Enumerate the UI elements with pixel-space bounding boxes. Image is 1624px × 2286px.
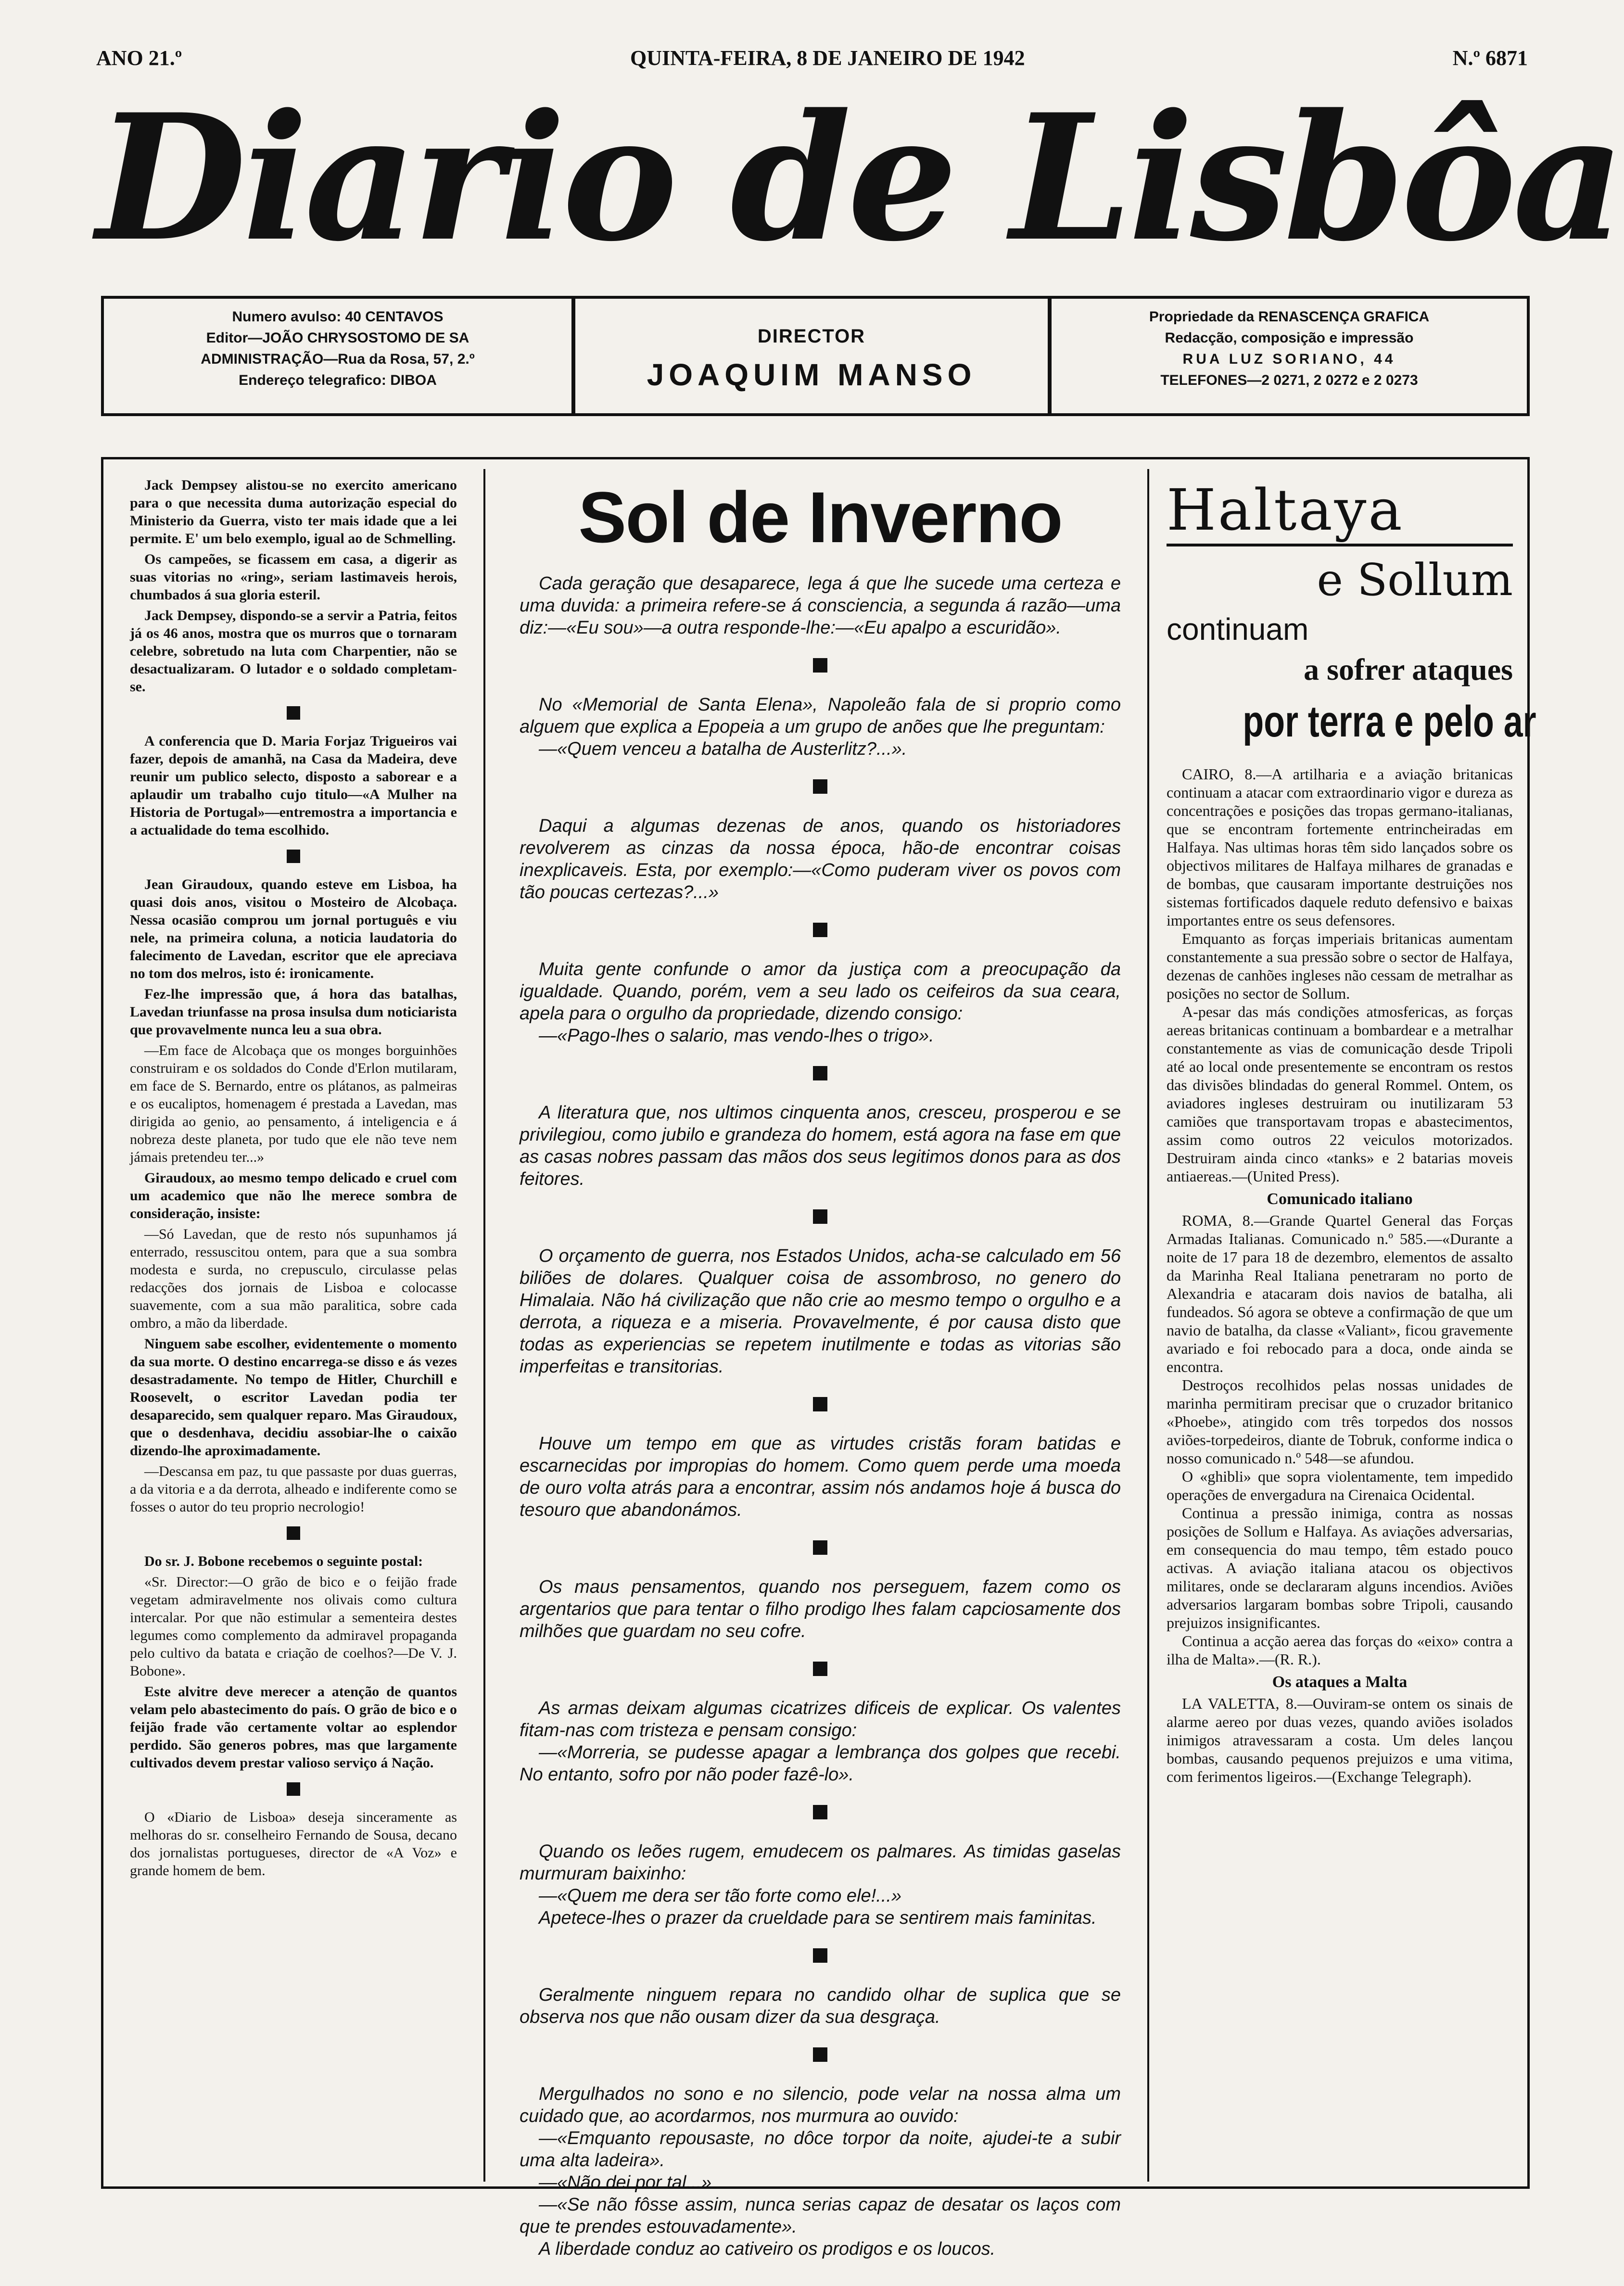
- info-director: [575, 299, 1052, 413]
- column-rule-right: [1147, 469, 1149, 2182]
- info-administration: ADMINISTRAÇÃO—Rua da Rosa, 57, 2.º: [201, 351, 475, 367]
- left-paragraph: «Sr. Director:—O grão de bico e o feijão frade vegetam admiravelmente nos olivais como cultura intercalar. Por que não estimular a sementeira destes legumes como complemento da admiravel propaganda pelo cultivo da batata e criação de coelhos?—De V. J. Bobone».: [130, 1574, 457, 1679]
- section-divider: [813, 658, 827, 673]
- column-rule-left: [483, 469, 485, 2182]
- article-paragraph: A literatura que, nos ultimos cinquenta anos, cresceu, prosperou e se privilegiou, como jubilo e grandeza do homem, está agora na fase em que as casas nobres passam das mãos dos seus legitimos donos para as dos feitores.: [520, 1103, 1121, 1189]
- article-paragraph: As armas deixam algumas cicatrizes dificeis de explicar. Os valentes fitam-nas com tristeza e pensam consigo:: [520, 1698, 1121, 1740]
- left-paragraph: Jack Dempsey, dispondo-se a servir a Patria, feitos já os 46 anos, mostra que os murros que o tornaram celebre, sobretudo na luta com Charpentier, não se desactualizaram. O lutador e o soldado completam-se.: [130, 608, 457, 695]
- section-divider: [813, 1209, 827, 1224]
- news-cairo: [1167, 765, 1513, 1185]
- middle-column: [520, 476, 1121, 2259]
- section-divider: [287, 850, 300, 863]
- article-paragraph: —«Se não fôsse assim, nunca serias capaz de desatar os laços com que te prendes estouvadamente».: [520, 2195, 1121, 2237]
- article-paragraph: Quando os leões rugem, emudecem os palmares. As timidas gaselas murmuram baixinho:: [520, 1842, 1121, 1884]
- article-paragraph: —«Emquanto repousaste, no dôce torpor da noite, ajudei-te a subir uma alta ladeira».: [520, 2128, 1121, 2171]
- article-paragraph: O orçamento de guerra, nos Estados Unidos, acha-se calculado em 56 biliões de dolares. Qualquer coisa de assombroso, no genero do Himalaia. Não há civilização que não crie ao mesmo tempo o orgulho e a derrota, a riqueza e a miseria. Provavelmente, é por causa disto que todas as experiencias se repetem inutilmente e todas as vitorias são imperfeitas e transitorias.: [520, 1246, 1121, 1377]
- year-label: ANO 21.º: [96, 46, 182, 70]
- article-paragraph: —«Quem venceu a batalha de Austerlitz?...».: [539, 739, 907, 759]
- section-divider: [813, 1662, 827, 1676]
- subhead-malta: Os ataques a Malta: [1272, 1673, 1408, 1691]
- news-paragraph: Emquanto as forças imperiais britanicas aumentam constantemente a sua pressão sobre o sector de Halfaya, dezenas de canhões ingleses não cessam de metralhar as posições no sector de Sollum.: [1167, 930, 1513, 1002]
- section-divider: [287, 706, 300, 720]
- article-paragraph: Os maus pensamentos, quando nos perseguem, fazem como os argentarios que para tentar o filho prodigo lhes falam capciosamente dos milhões que guardam no seu cofre.: [520, 1577, 1121, 1641]
- section-divider: [813, 2047, 827, 2062]
- info-price: Numero avulso: 40 CENTAVOS: [232, 309, 444, 325]
- info-editor: Editor—JOÃO CHRYSOSTOMO DE SA: [206, 330, 469, 346]
- section-divider: [813, 1066, 827, 1080]
- article-paragraph: —«Não dei por tal...»: [539, 2172, 712, 2193]
- left-paragraph: Do sr. J. Bobone recebemos o seguinte postal:: [144, 1553, 423, 1569]
- section-divider: [287, 1782, 300, 1796]
- article-title: Sol de Inverno: [578, 477, 1062, 558]
- info-bar: [101, 296, 1530, 416]
- left-paragraph: —Descansa em paz, tu que passaste por duas guerras, a da vitoria e a da derrota, alheado e indiferente como se fosses o autor do teu proprio necrologio!: [130, 1463, 457, 1515]
- info-right: [1052, 299, 1527, 413]
- article-paragraph: A liberdade conduz ao cativeiro os prodigos e os loucos.: [539, 2239, 996, 2259]
- headline-continuam: continuam: [1167, 612, 1309, 647]
- headline-sollum: e Sollum: [1317, 554, 1513, 606]
- issue-number: N.º 6871: [1452, 46, 1528, 70]
- news-paragraph: A-pesar das más condições atmosfericas, as forças aereas britanicas continuam a bombardear e a metralhar constantemente as vias de comunicação desde Tripoli até ao local onde presentemente se encontram os restos das divisões blindadas do general Rommel. Ontem, os aviadores ingleses destruiram ou inutilizaram 53 camiões que transportavam tropas e abastecimentos, assim como outros 22 veiculos motorizados. Destruiram ainda cinco «tanks» e 2 batarias moveis antiaereas.—(United Press).: [1167, 1003, 1513, 1185]
- news-malta: [1167, 1694, 1513, 1786]
- news-paragraph: Continua a pressão inimiga, contra as nossas posições de Sollum e Halfaya. As aviações adversarias, em consequencia do mau tempo, têm estado pouco activas. A aviação italiana atacou os objectivos militares, onde se declararam alguns incendios. Aviões adversarios largaram bombas sobre Tripoli, causando prejuizos insignificantes.: [1167, 1504, 1513, 1631]
- left-paragraph: Este alvitre deve merecer a atenção de quantos velam pelo abastecimento do país. O grão de bico e o feijão frade vão certamente voltar ao esplendor perdido. São generos pobres, mas que largamente cultivados devem prestar valioso serviço á Nação.: [130, 1684, 457, 1771]
- left-paragraph: O «Diario de Lisboa» deseja sinceramente as melhoras do sr. conselheiro Fernando de Sousa, decano dos jornalistas portugueses, director de «A Voz» e grande homem de bem.: [130, 1809, 457, 1879]
- article-paragraph: Muita gente confunde o amor da justiça com a preocupação da igualdade. Quando, porém, vem a seu lado os ceifeiros da sua ceara, apela para o orgulho da propriedade, dizendo consigo:: [520, 959, 1121, 1024]
- article-body: [520, 572, 1121, 2260]
- section-divider: [813, 1805, 827, 1819]
- article-paragraph: —«Quem me dera ser tão forte como ele!...»: [539, 1886, 902, 1906]
- director-label: DIRECTOR: [757, 326, 866, 347]
- news-paragraph: CAIRO, 8.—A artilharia e a aviação britanicas continuam a atacar com extraordinario vigor e dureza as concentrações e posições das tropas germano-italianas, que se encontram fortemente entrincheiradas em Halfaya. Nas ultimas horas têm sido lançados sobre os objectivos militares de Halfaya milhares de granadas e de bombas, que causaram importante destruições nos sistemas fortificados daquele reduto defensivo e baixas importantes entre os seus defensores.: [1167, 765, 1513, 929]
- article-paragraph: Daqui a algumas dezenas de anos, quando os historiadores revolverem as cinzas da nossa época, hão-de encontrar coisas inexplicaveis. Esta, por exemplo:—«Como puderam viver os povos com tão poucas certezas?...»: [520, 816, 1121, 902]
- section-divider: [813, 1397, 827, 1411]
- headline-sofrer: a sofrer ataques: [1304, 652, 1513, 686]
- info-left: [104, 299, 575, 413]
- news-paragraph: O «ghibli» que sopra violentamente, tem impedido operações de envergadura na Cirenaica Ocidental.: [1167, 1468, 1513, 1503]
- article-paragraph: —«Morreria, se pudesse apagar a lembrança dos golpes que recebi. No entanto, sofro por não poder fazê-lo».: [520, 1742, 1121, 1785]
- info-phones: TELEFONES—2 0271, 2 0272 e 2 0273: [1160, 372, 1418, 388]
- news-paragraph: ROMA, 8.—Grande Quartel General das Forças Armadas Italianas. Comunicado n.º 585.—«Durante a noite de 17 para 18 de dezembro, elementos de assalto da Marinha Real Italiana penetraram no porto de Alexandria e atacaram dois navios de batalha, ali fundeados. Só agora se obteve a confirmação de que um navio de batalha, da classe «Valiant», ficou gravemente avariado e foi rebocado para a doca, onde ainda se encontra.: [1167, 1212, 1513, 1375]
- article-paragraph: No «Memorial de Santa Elena», Napoleão fala de si proprio como alguem que explica a Epopeia a um grupo de anões que lhe preguntam:: [520, 695, 1121, 737]
- article-paragraph: Mergulhados no sono e no silencio, pode velar na nossa alma um cuidado que, ao acordarmos, nos murmura ao ouvido:: [520, 2084, 1121, 2126]
- masthead-title: Diario de Lisbôa: [96, 76, 1621, 279]
- left-paragraph: Jack Dempsey alistou-se no exercito americano para o que necessita duma autorização especial do Ministerio da Guerra, visto ter mais idade que a lei permite. E' um belo exemplo, igual ao de Schmelling.: [130, 477, 457, 546]
- right-column: [1167, 476, 1536, 2170]
- news-roma: [1167, 1211, 1513, 1668]
- article-paragraph: —«Pago-lhes o salario, mas vendo-lhes o trigo».: [539, 1026, 934, 1046]
- article-paragraph: Cada geração que desaparece, lega á que lhe sucede uma certeza e uma duvida: a primeira refere-se á consciencia, a segunda á razão—uma diz:—«Eu sou»—a outra responde-lhe:—«Eu apalpo a escuridão».: [520, 573, 1121, 638]
- left-column: [130, 476, 457, 2170]
- left-paragraph: Os campeões, se ficassem em casa, a digerir as suas vitorias no «ring», seriam lastimaveis herois, chumbados á sua gloria esteril.: [130, 551, 457, 603]
- left-paragraph: —Em face de Alcobaça que os monges borguinhões construiram e os soldados do Conde d'Erlon mutilaram, em face de S. Bernardo, entre os plátanos, as palmeiras e os eucaliptos, homenagem é prestada a Lavedan, mas dirigida ao genio, ao pensamento, á inteligencia e á nobreza deste planeta, por tudo que ele não teve nem jámais pretendeu ter...»: [130, 1042, 457, 1165]
- left-paragraph: Ninguem sabe escolher, evidentemente o momento da sua morte. O destino encarrega-se disso e ás vezes desastradamente. No tempo de Hitler, Churchill e Roosevelt, o escritor Lavedan podia ter desaparecido, sem qualquer reparo. Mas Giraudoux, que o desdenhava, decidiu assobiar-lhe o caixão dizendo-lhe aproximadamente.: [130, 1336, 457, 1459]
- info-press: Redacção, composição e impressão: [1165, 330, 1414, 346]
- news-paragraph: LA VALETTA, 8.—Ouviram-se ontem os sinais de alarme aereo por duas vezes, quando aviões isolados inimigos atravessaram a costa. Um deles lançou bombas, causando pequenos prejuizos e uma vitima, com ferimentos ligeiros.—(Exchange Telegraph).: [1167, 1695, 1513, 1785]
- headline-terra-ar: por terra e pelo ar: [1243, 697, 1536, 746]
- date-line: [96, 46, 1528, 79]
- article-paragraph: Houve um tempo em que as virtudes cristãs foram batidas e escarnecidas por impropias do homem. Como quem perde uma moeda de ouro volta atrás para a encontrar, assim nós andamos hoje á busca do tesouro que abandonámos.: [520, 1434, 1121, 1520]
- left-paragraph: Fez-lhe impressão que, á hora das batalhas, Lavedan triunfasse na prosa insulsa dum noticiarista que provavelmente nunca leu a sua obra.: [130, 986, 457, 1038]
- headline-halfaya: Haltaya: [1167, 476, 1513, 546]
- info-telegraph: Endereço telegrafico: DIBOA: [239, 372, 437, 388]
- date-label: QUINTA-FEIRA, 8 DE JANEIRO DE 1942: [630, 46, 1025, 70]
- director-name: JOAQUIM MANSO: [647, 357, 977, 392]
- info-address: RUA LUZ SORIANO, 44: [1182, 351, 1396, 367]
- news-paragraph: Destroços recolhidos pelas nossas unidades de marinha permitiram precisar que o cruzador britanico «Phoebe», atingido com três torpedos dos nossos aviões-torpedeiros, diante de Tobruk, conforme indica o nosso comunicado n.º 548—se afundou.: [1167, 1376, 1513, 1467]
- info-owner: Propriedade da RENASCENÇA GRAFICA: [1149, 309, 1430, 325]
- section-divider: [813, 923, 827, 937]
- news-paragraph: Continua a acção aerea das forças do «eixo» contra a ilha de Malta».—(R. R.).: [1167, 1632, 1513, 1668]
- left-paragraph: Giraudoux, ao mesmo tempo delicado e cruel com um academico que não lhe merece sombra de consideração, insiste:: [130, 1170, 457, 1221]
- subhead-comunicado: Comunicado italiano: [1267, 1190, 1413, 1208]
- article-paragraph: Apetece-lhes o prazer da crueldade para se sentirem mais faminitas.: [539, 1908, 1097, 1928]
- section-divider: [813, 1540, 827, 1555]
- article-paragraph: Geralmente ninguem repara no candido olhar de suplica que se observa nos que não ousam dizer da sua desgraça.: [520, 1985, 1121, 2027]
- section-divider: [813, 1948, 827, 1963]
- left-paragraph: Jean Giraudoux, quando esteve em Lisboa, ha quasi dois anos, visitou o Mosteiro de Alcobaça. Nessa ocasião comprou um jornal português e viu nele, na primeira coluna, a noticia laudatoria do falecimento de Lavedan, escritor que ele apreciava no tom dos melros, isto é: ironicamente.: [130, 876, 457, 981]
- section-divider: [813, 779, 827, 794]
- left-paragraph: A conferencia que D. Maria Forjaz Trigueiros vai fazer, depois de amanhã, na Casa da Madeira, deve reunir um publico selecto, disposto a saborear e a aplaudir um trabalho cujo titulo—«A Mulher na Historia de Portugal»—entremostra a importancia e a actualidade do tema escolhido.: [130, 733, 457, 838]
- section-divider: [287, 1526, 300, 1540]
- left-paragraph: —Só Lavedan, que de resto nós supunhamos já enterrado, ressuscitou ontem, para que a sua sombra modesta e surda, no crepusculo, circulasse pelas redacções dos jornais de Lisboa e colocasse suavemente, com a sua mão paralitica, sobre cada ombro, a mão da liberdade.: [130, 1226, 457, 1331]
